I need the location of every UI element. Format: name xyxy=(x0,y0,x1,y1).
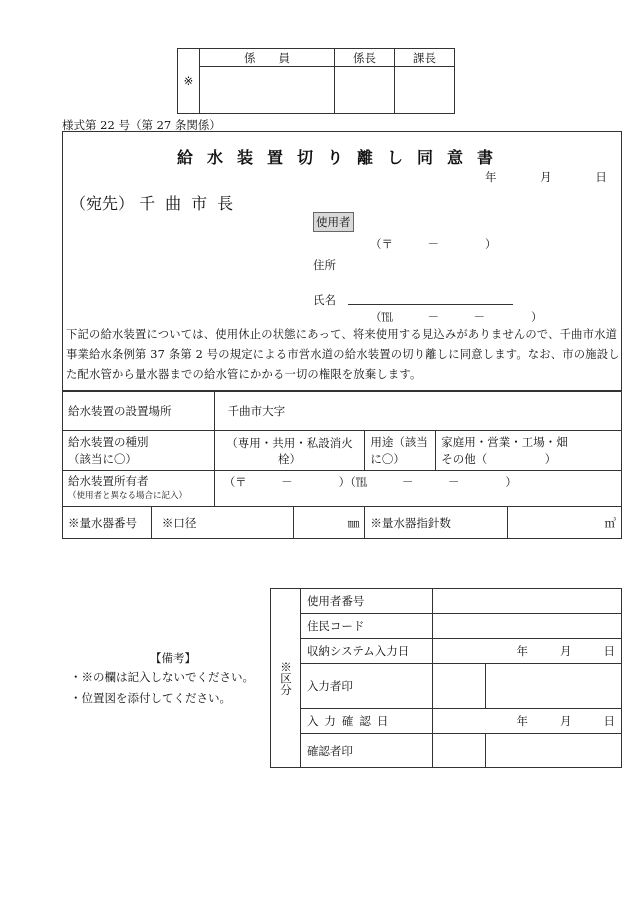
confirm-date-label: 入力確認日 xyxy=(300,709,432,734)
input-person-extra[interactable] xyxy=(486,664,622,709)
type-options[interactable]: （専用・共用・私設消火栓） xyxy=(214,431,365,471)
date-day: 日 xyxy=(595,170,607,184)
remarks-title: 【備考】 xyxy=(150,651,196,665)
meter-reading-unit[interactable]: ㎥ xyxy=(508,507,622,539)
location-label: 給水装置の設置場所 xyxy=(63,392,215,431)
input-person-label: 入力者印 xyxy=(300,664,432,709)
approval-mark: ※ xyxy=(178,49,200,114)
owner-field[interactable]: （〒 － ）（℡ － － ） xyxy=(214,471,621,507)
kubun-label xyxy=(271,589,301,768)
office-use-table xyxy=(270,588,622,768)
use-label: 用途（該当に〇） xyxy=(365,431,436,471)
confirm-person-stamp[interactable] xyxy=(432,734,486,768)
type-label-sub: （該当に〇） xyxy=(68,451,137,466)
type-label xyxy=(63,431,215,471)
meter-reading-label: ※量水器指針数 xyxy=(365,507,508,539)
form-number: 様式第 22 号（第 27 条関係） xyxy=(62,118,221,132)
input-person-stamp[interactable] xyxy=(432,664,486,709)
confirm-date-month: 月 xyxy=(560,714,572,728)
address-label: 住所 xyxy=(313,258,336,272)
approval-stamp-staff[interactable] xyxy=(200,67,335,114)
confirm-person-extra[interactable] xyxy=(486,734,622,768)
postal-code-field[interactable]: （〒 － ） xyxy=(370,237,497,251)
approval-box xyxy=(177,48,455,114)
consent-text: 下記の給水装置については、使用休止の状態にあって、将来使用する見込みがありませんので、千曲市水道事業給水条例第 37 条第 2 号の規定による市営水道の給水装置の切り離しに同意します。なお、市の施設した配水管から量水器までの給水管にかかる一切の権限を放棄します。 xyxy=(66,328,620,381)
confirm-date-field[interactable] xyxy=(432,709,621,734)
details-table xyxy=(62,391,622,539)
user-tag: 使用者 xyxy=(313,212,354,232)
resident-code-label: 住民コード xyxy=(300,614,432,639)
location-field[interactable]: 千曲市大字 xyxy=(214,392,621,431)
approval-stamp-chief[interactable] xyxy=(335,67,395,114)
date-month: 月 xyxy=(540,170,552,184)
use-options-line1: 家庭用・営業・工場・畑 xyxy=(441,434,568,449)
meter-number-label: ※量水器番号 xyxy=(63,507,152,539)
addressee-name: 千曲市長 xyxy=(139,194,244,213)
system-date-year: 年 xyxy=(516,644,528,658)
name-label: 氏名 xyxy=(313,293,336,307)
confirm-date-day: 日 xyxy=(603,714,615,728)
system-date-label: 収納システム入力日 xyxy=(300,639,432,664)
owner-label-sub: （使用者と異なる場合に記入） xyxy=(68,490,188,501)
approval-header-manager: 課長 xyxy=(395,49,455,67)
name-field[interactable] xyxy=(348,304,513,305)
form-title: 給水装置切り離し同意書 xyxy=(176,148,507,167)
date-year: 年 xyxy=(485,170,497,184)
kubun-text: ※区分 xyxy=(278,660,293,696)
approval-header-chief: 係長 xyxy=(335,49,395,67)
resident-code-field[interactable] xyxy=(432,614,621,639)
approval-header-staff: 係 員 xyxy=(200,49,335,67)
user-number-label: 使用者番号 xyxy=(300,589,432,614)
bore-label: ※口径 xyxy=(151,507,293,539)
remark-item: ・※の欄は記入しないでください。 xyxy=(70,670,254,684)
confirm-date-year: 年 xyxy=(516,714,528,728)
use-options[interactable] xyxy=(436,431,622,471)
confirm-person-label: 確認者印 xyxy=(300,734,432,768)
type-label-main: 給水装置の種別 xyxy=(68,434,149,449)
bore-unit[interactable]: ㎜ xyxy=(293,507,365,539)
date-line xyxy=(485,169,629,185)
owner-label-main: 給水装置所有者 xyxy=(68,473,149,488)
system-date-month: 月 xyxy=(560,644,572,658)
system-date-day: 日 xyxy=(603,644,615,658)
owner-label xyxy=(63,471,215,507)
addressee xyxy=(70,191,243,214)
addressee-prefix: （宛先） xyxy=(70,194,135,213)
approval-stamp-manager[interactable] xyxy=(395,67,455,114)
system-date-field[interactable] xyxy=(432,639,621,664)
tel-field[interactable]: （℡ － － ） xyxy=(370,310,543,324)
use-options-line2: その他（ ） xyxy=(441,451,557,466)
remark-item: ・位置図を添付してください。 xyxy=(70,691,231,705)
user-number-field[interactable] xyxy=(432,589,621,614)
